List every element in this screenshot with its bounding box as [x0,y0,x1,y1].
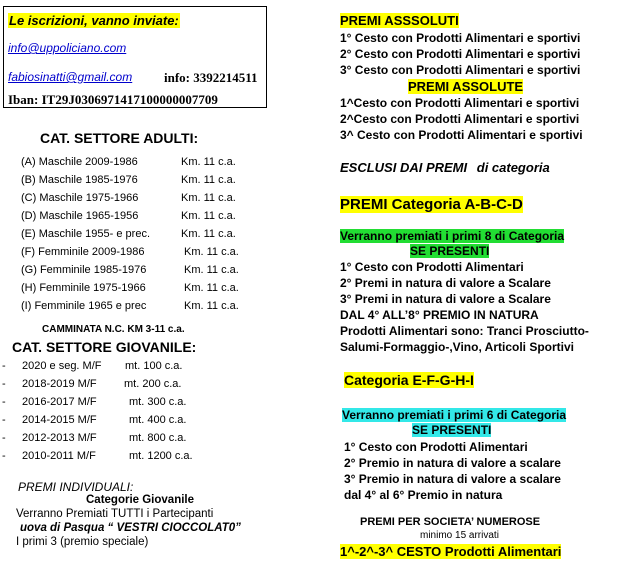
individuali-line3: I primi 3 (premio speciale) [16,536,149,548]
assolute-2: 2^Cesto con Prodotti Alimentari e sportivi [340,112,580,126]
cat-abcd-title: PREMI Categoria A-B-C-D [340,196,523,213]
individuali-sub: Categorie Giovanile [86,494,195,506]
adulti-km: Km. 11 c.a. [181,210,236,222]
giovanile-year: 2016-2017 M/F [22,396,97,408]
cat-abcd-line-2: 2° Premi in natura di valore a Scalare [340,276,551,290]
assolute-3: 3^ Cesto con Prodotti Alimentari e sportivi [340,128,583,142]
iscrizioni-box [3,6,267,108]
adulti-row [21,264,261,278]
cat-abcd-line-3: 3° Premi in natura di valore a Scalare [340,292,551,306]
bullet-dash: - [2,360,6,372]
bullet-dash: - [2,432,6,444]
adulti-cat: (I) Femminile 1965 e prec [21,300,147,312]
giovanile-year: 2020 e seg. M/F [22,360,102,372]
adulti-title: CAT. SETTORE ADULTI: [40,130,199,146]
adulti-row [21,300,261,314]
cat-efghi-highlight-2: SE PRESENTI [412,423,492,437]
giovanile-year: 2010-2011 M/F [22,450,96,462]
giovanile-title: CAT. SETTORE GIOVANILE: [12,339,197,355]
adulti-cat: (H) Femminile 1975-1966 [21,282,146,294]
cat-abcd-line-6: Salumi-Formaggio-,Vino, Articoli Sportivi [340,340,575,354]
giovanile-dist: mt. 800 c.a. [129,432,187,444]
bullet-dash: - [2,450,6,462]
assoluti-2: 2° Cesto con Prodotti Alimentari e sportivi [340,47,581,61]
bullet-dash: - [2,378,6,390]
bullet-dash: - [2,396,6,408]
assolute-title: PREMI ASSOLUTE [408,79,524,94]
camminata: CAMMINATA N.C. KM 3-11 c.a. [42,324,185,335]
adulti-km: Km. 11 c.a. [184,282,239,294]
giovanile-dist: mt. 100 c.a. [125,360,183,372]
iban: Iban: IT29J0306971417100000007709 [8,92,218,107]
email-link-2[interactable]: fabiosinatti@gmail.com [8,70,133,84]
adulti-row [21,192,261,206]
bullet-dash: - [2,414,6,426]
adulti-row [21,210,261,224]
adulti-km: Km. 11 c.a. [184,264,239,276]
societa-title: PREMI PER SOCIETA’ NUMEROSE [360,516,541,528]
cat-efghi-line-2: 2° Premio in natura di valore a scalare [344,456,561,470]
esclusi-a: ESCLUSI DAI PREMI [340,160,468,175]
adulti-cat: (F) Femminile 2009-1986 [21,246,145,258]
individuali-line1: Verranno Premiati TUTTI i Partecipanti [16,508,214,520]
adulti-cat: (D) Maschile 1965-1956 [21,210,139,222]
cat-abcd-line-5: Prodotti Alimentari sono: Tranci Prosciutto- [340,324,589,338]
adulti-km: Km. 11 c.a. [181,156,236,168]
adulti-km: Km. 11 c.a. [184,300,239,312]
adulti-cat: (E) Maschile 1955- e prec. [21,228,150,240]
giovanile-dist: mt. 400 c.a. [129,414,187,426]
individuali-line2: uova di Pasqua “ VESTRI CIOCCOLAT0” [20,522,241,534]
cat-efghi-title: Categoria E-F-G-H-I [344,372,474,388]
adulti-row [21,282,261,296]
email-link-1[interactable]: info@uppoliciano.com [8,41,127,55]
adulti-row [21,246,261,260]
adulti-row [21,174,261,188]
cat-efghi-line-4: dal 4° al 6° Premio in natura [344,488,503,502]
esclusi-b: di categoria [476,160,550,175]
adulti-row [21,156,261,170]
cat-abcd-line-4: DAL 4° ALL’8° PREMIO IN NATURA [340,308,539,322]
giovanile-dist: mt. 1200 c.a. [129,450,193,462]
assoluti-1: 1° Cesto con Prodotti Alimentari e sportivi [340,31,581,45]
societa-line: 1^-2^-3^ CESTO Prodotti Alimentari [340,544,562,559]
adulti-cat: (G) Femminile 1985-1976 [21,264,147,276]
assolute-1: 1^Cesto con Prodotti Alimentari e sportivi [340,96,580,110]
assoluti-title: PREMI ASSSOLUTI [340,13,459,28]
giovanile-dist: mt. 200 c.a. [124,378,182,390]
adulti-km: Km. 11 c.a. [181,192,236,204]
cat-abcd-highlight-2: SE PRESENTI [410,244,490,258]
esclusi-note [340,160,550,175]
adulti-cat: (C) Maschile 1975-1966 [21,192,139,204]
giovanile-year: 2014-2015 M/F [22,414,97,426]
adulti-km: Km. 11 c.a. [184,246,239,258]
adulti-cat: (A) Maschile 2009-1986 [21,156,138,168]
individuali-title: PREMI INDIVIDUALI: [18,480,134,494]
assoluti-3: 3° Cesto con Prodotti Alimentari e sportivi [340,63,581,77]
cat-efghi-line-3: 3° Premio in natura di valore a scalare [344,472,561,486]
cat-efghi-line-1: 1° Cesto con Prodotti Alimentari [344,440,528,454]
adulti-row [21,228,261,242]
iscrizioni-title: Le iscrizioni, vanno inviate: [9,13,179,28]
societa-min: minimo 15 arrivati [420,530,499,541]
cat-abcd-highlight-1: Verranno premiati i primi 8 di Categoria [340,229,565,243]
adulti-km: Km. 11 c.a. [181,228,236,240]
cat-efghi-highlight-1: Verranno premiati i primi 6 di Categoria [342,408,567,422]
giovanile-dist: mt. 300 c.a. [129,396,187,408]
info-phone: info: 3392214511 [164,70,258,85]
giovanile-year: 2018-2019 M/F [22,378,97,390]
adulti-km: Km. 11 c.a. [181,174,236,186]
cat-abcd-line-1: 1° Cesto con Prodotti Alimentari [340,260,524,274]
giovanile-year: 2012-2013 M/F [22,432,97,444]
adulti-cat: (B) Maschile 1985-1976 [21,174,138,186]
